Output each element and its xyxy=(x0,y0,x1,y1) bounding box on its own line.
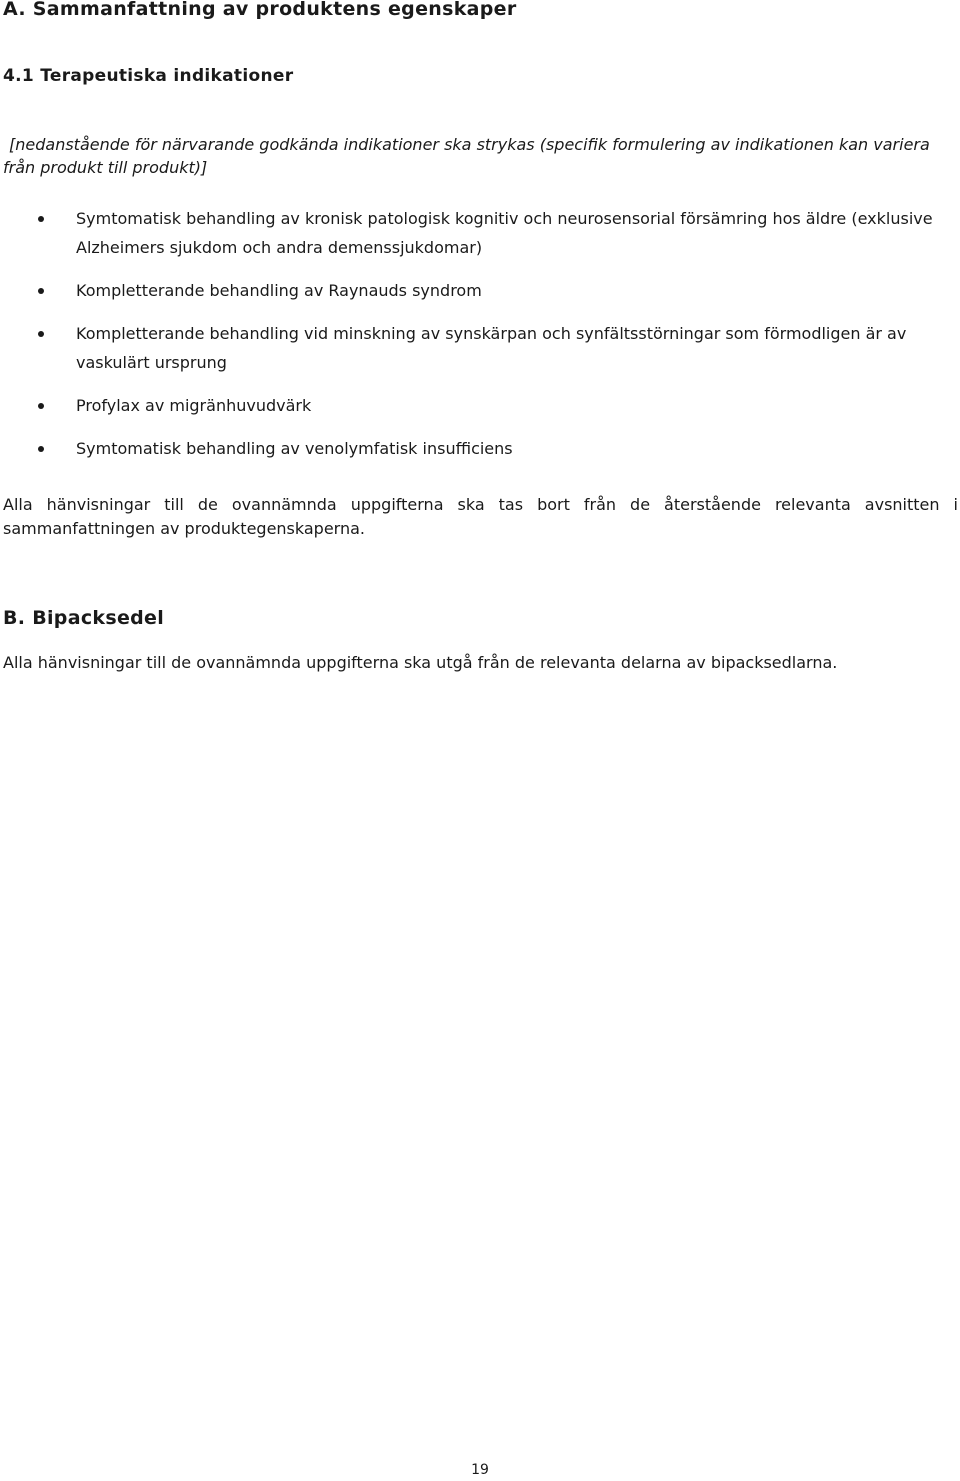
section-a-title: A. Sammanfattning av produktens egenskaper xyxy=(3,0,517,20)
bullet-icon xyxy=(38,288,44,294)
subsection-title: 4.1 Terapeutiska indikationer xyxy=(3,66,294,86)
list-item xyxy=(0,434,955,463)
bullet-icon xyxy=(38,331,44,337)
references-paragraph-spc: Alla hänvisningar till de ovannämnda uppgifterna ska tas bort från de återstående relevanta avsnitten i sammanfattningen av produktegenskaperna. xyxy=(3,495,958,538)
bullet-icon xyxy=(38,403,44,409)
bullet-icon xyxy=(38,216,44,222)
editorial-note: [nedanstående för närvarande godkända indikationer ska strykas (specifik formulering av indikationen kan variera från produkt till produkt)] xyxy=(3,135,930,177)
section-b-title: B. Bipacksedel xyxy=(3,607,165,629)
list-item xyxy=(0,319,955,377)
references-paragraph-leaflet: Alla hänvisningar till de ovannämnda uppgifterna ska utgå från de relevanta delarna av bipacksedlarna. xyxy=(3,653,838,672)
bullet-icon xyxy=(38,446,44,452)
page-number: 19 xyxy=(471,1462,489,1478)
list-item xyxy=(0,276,955,305)
indication-text: Profylax av migränhuvudvärk xyxy=(76,396,312,415)
indication-text: Kompletterande behandling av Raynauds syndrom xyxy=(76,281,482,300)
indications-list xyxy=(0,204,955,477)
indication-text: Symtomatisk behandling av kronisk patologisk kognitiv och neurosensorial försämring hos äldre (exklusive Alzheimers sjukdom och andra demenssjukdomar) xyxy=(76,209,933,257)
indication-text: Symtomatisk behandling av venolymfatisk insufficiens xyxy=(76,439,513,458)
indication-text: Kompletterande behandling vid minskning av synskärpan och synfältsstörningar som förmodligen är av vaskulärt ursprung xyxy=(76,324,907,372)
list-item xyxy=(0,391,955,420)
list-item xyxy=(0,204,955,262)
